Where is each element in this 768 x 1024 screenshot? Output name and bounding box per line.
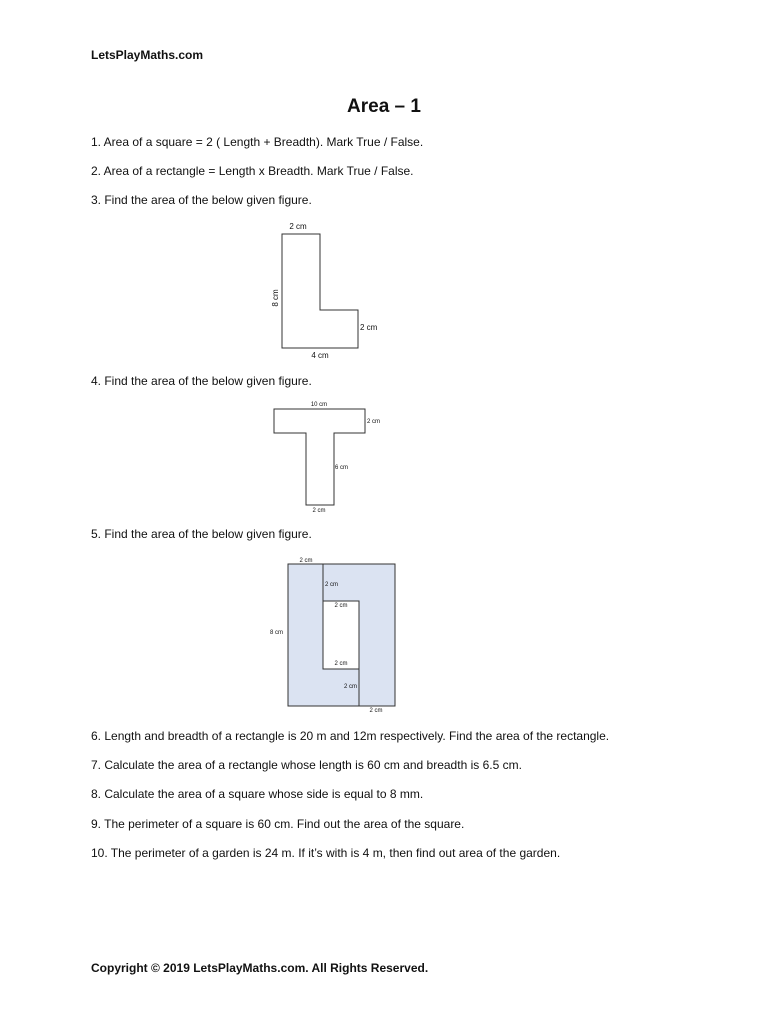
t-top-label: 10 cm bbox=[310, 402, 328, 408]
frame-shape-figure bbox=[268, 554, 398, 716]
frame-inner-top-label: 2 cm bbox=[325, 582, 339, 588]
question-4: 4. Find the area of the below given figure. bbox=[91, 374, 312, 388]
t-bottom-label: 2 cm bbox=[312, 508, 326, 514]
question-8: 8. Calculate the area of a square whose side is equal to 8 mm. bbox=[91, 787, 424, 801]
question-9: 9. The perimeter of a square is 60 cm. Find out the area of the square. bbox=[91, 817, 465, 831]
copyright-footer: Copyright © 2019 LetsPlayMaths.com. All Rights Reserved. bbox=[91, 961, 429, 975]
frame-inner-bottom2-label: 2 cm bbox=[343, 684, 357, 690]
question-1: 1. Area of a square = 2 ( Length + Breadth). Mark True / False. bbox=[91, 135, 424, 149]
l-top-label: 2 cm bbox=[289, 222, 307, 231]
frame-inner-bottom-label: 2 cm bbox=[334, 661, 348, 667]
question-3: 3. Find the area of the below given figure. bbox=[91, 193, 312, 207]
frame-left-label: 8 cm bbox=[270, 630, 284, 636]
question-10: 10. The perimeter of a garden is 24 m. If it’s with is 4 m, then find out area of the garden. bbox=[91, 846, 561, 860]
site-name: LetsPlayMaths.com bbox=[91, 48, 204, 62]
t-stem-label: 6 cm bbox=[335, 465, 349, 471]
frame-inner-rect bbox=[323, 601, 359, 669]
t-right-top-label: 2 cm bbox=[367, 419, 381, 425]
l-bottom-label: 4 cm bbox=[311, 351, 329, 360]
l-shape-outline bbox=[282, 234, 358, 348]
t-shape-figure bbox=[268, 398, 388, 518]
l-left-label: 8 cm bbox=[271, 289, 280, 307]
t-shape-outline bbox=[274, 409, 365, 505]
question-6: 6. Length and breadth of a rectangle is 20 m and 12m respectively. Find the area of the rectangle. bbox=[91, 729, 610, 743]
frame-inner-top2-label: 2 cm bbox=[334, 603, 348, 609]
page-title: Area – 1 bbox=[347, 96, 421, 117]
l-shape-figure bbox=[266, 218, 386, 363]
question-2: 2. Area of a rectangle = Length x Breadth. Mark True / False. bbox=[91, 164, 414, 178]
l-right-label: 2 cm bbox=[360, 323, 378, 332]
question-5: 5. Find the area of the below given figure. bbox=[91, 527, 312, 541]
frame-top-label: 2 cm bbox=[299, 558, 313, 564]
question-7: 7. Calculate the area of a rectangle whose length is 60 cm and breadth is 6.5 cm. bbox=[91, 758, 522, 772]
frame-bottom-label: 2 cm bbox=[369, 708, 383, 714]
